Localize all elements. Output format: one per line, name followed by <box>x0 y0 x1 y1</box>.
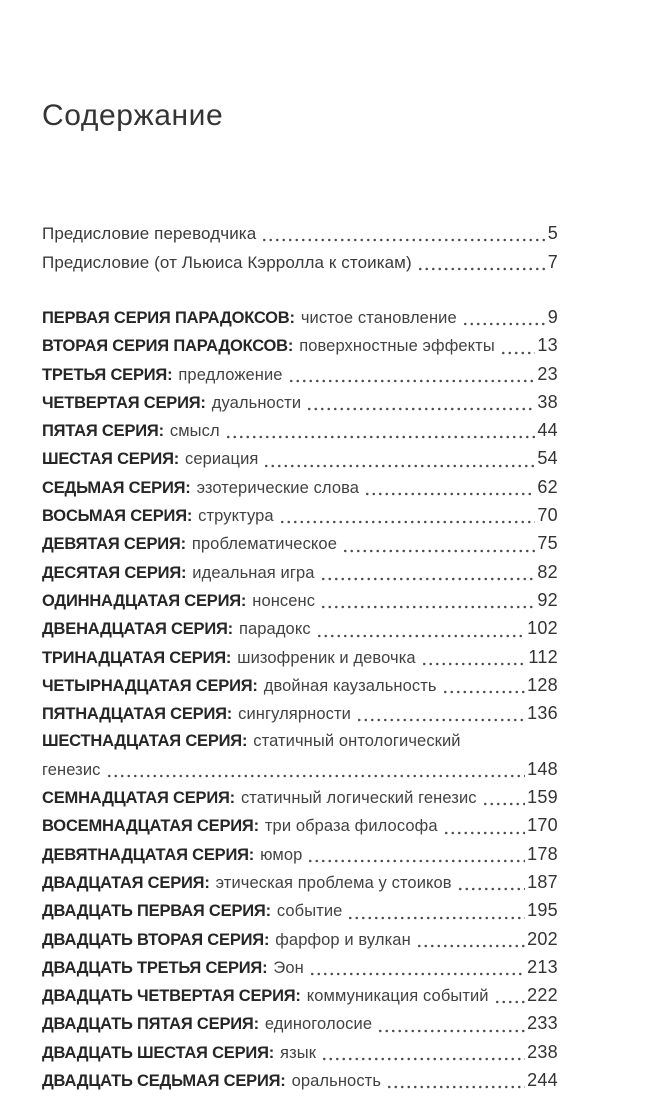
dot-leader <box>356 700 525 728</box>
toc-row <box>42 389 558 417</box>
dot-leader <box>321 1039 525 1067</box>
toc-row <box>42 954 558 982</box>
series-subtitle-wrap: генезис <box>42 760 101 779</box>
dot-leader <box>106 756 526 784</box>
series-subtitle: юмор <box>260 845 303 864</box>
toc-row <box>42 841 558 869</box>
series-label: ВОСЕМНАДЦАТАЯ СЕРИЯ: <box>42 817 259 836</box>
toc-row <box>42 1039 558 1067</box>
dot-leader <box>288 361 536 389</box>
toc-row <box>42 897 558 925</box>
series-subtitle: структура <box>198 507 274 526</box>
preface-row <box>42 248 558 277</box>
dot-leader <box>320 587 535 615</box>
series-label: ДВЕНАДЦАТАЯ СЕРИЯ: <box>42 620 233 639</box>
dot-leader <box>377 1010 525 1038</box>
series-subtitle: шизофреник и девочка <box>237 648 416 667</box>
page-number: 178 <box>527 843 558 864</box>
series-subtitle: этическая проблема у стоиков <box>215 873 452 892</box>
toc-row <box>42 672 558 700</box>
page-number: 233 <box>527 1013 558 1034</box>
toc-row <box>42 361 558 389</box>
toc-list <box>42 304 558 1095</box>
page-number: 222 <box>527 985 558 1006</box>
page-number: 148 <box>527 758 558 779</box>
series-label: ДВАДЦАТЬ ВТОРАЯ СЕРИЯ: <box>42 930 270 949</box>
series-subtitle: смысл <box>169 422 220 441</box>
dot-leader <box>364 474 535 502</box>
toc-row <box>42 700 558 728</box>
series-subtitle: коммуникация событий <box>306 987 489 1006</box>
page-number: 70 <box>537 505 558 526</box>
page-number: 38 <box>537 391 558 412</box>
series-subtitle: проблематическое <box>191 535 337 554</box>
page-number: 92 <box>537 589 558 610</box>
dot-leader <box>342 530 535 558</box>
page-number: 62 <box>537 476 558 497</box>
series-label: СЕМНАДЦАТАЯ СЕРИЯ: <box>42 789 235 808</box>
series-label: ДВАДЦАТЬ ПЯТАЯ СЕРИЯ: <box>42 1015 259 1034</box>
series-label: ПЯТАЯ СЕРИЯ: <box>42 422 164 441</box>
series-subtitle: нонсенс <box>252 591 316 610</box>
toc-row <box>42 644 558 672</box>
page-number: 82 <box>537 561 558 582</box>
toc-row <box>42 502 558 530</box>
page-number: 112 <box>528 646 558 667</box>
toc-row <box>42 332 558 360</box>
dot-leader <box>416 926 525 954</box>
series-label: ВТОРАЯ СЕРИЯ ПАРАДОКСОВ: <box>42 337 294 356</box>
series-label: ТРИНАДЦАТАЯ СЕРИЯ: <box>42 648 232 667</box>
series-label: ТРЕТЬЯ СЕРИЯ: <box>42 365 173 384</box>
preface-label: Предисловие переводчика <box>42 224 257 243</box>
dot-leader <box>306 389 535 417</box>
series-subtitle: поверхностные эффекты <box>299 337 495 356</box>
dot-leader <box>279 502 536 530</box>
series-label: ПЕРВАЯ СЕРИЯ ПАРАДОКСОВ: <box>42 309 295 327</box>
series-subtitle: событие <box>276 902 343 921</box>
dot-leader <box>482 784 525 812</box>
page-number: 159 <box>527 787 558 808</box>
page-number: 195 <box>527 900 558 921</box>
series-label: ДВАДЦАТАЯ СЕРИЯ: <box>42 873 210 892</box>
toc-row <box>42 304 558 332</box>
book-page <box>42 0 558 1095</box>
series-subtitle: идеальная игра <box>192 563 315 582</box>
series-subtitle: парадокс <box>238 620 311 639</box>
series-subtitle: сингулярности <box>238 705 351 724</box>
page-number: 187 <box>527 871 558 892</box>
toc-row <box>42 530 558 558</box>
toc-row <box>42 1067 558 1095</box>
toc-row <box>42 812 558 840</box>
dot-leader <box>225 417 536 445</box>
preface-row <box>42 219 558 248</box>
preface-label: Предисловие (от Льюиса Кэрролла к стоикам) <box>42 253 412 272</box>
page-number: 7 <box>547 252 558 272</box>
series-subtitle: Эон <box>273 958 304 977</box>
dot-leader <box>500 332 536 360</box>
dot-leader <box>261 219 545 248</box>
toc-row <box>42 982 558 1010</box>
toc-row-continuation <box>42 756 558 784</box>
series-label: ДВАДЦАТЬ ШЕСТАЯ СЕРИЯ: <box>42 1043 275 1062</box>
dot-leader <box>457 869 525 897</box>
series-label: ШЕСТНАДЦАТАЯ СЕРИЯ: <box>42 732 248 751</box>
dot-leader <box>320 559 536 587</box>
page-number: 136 <box>527 703 558 724</box>
series-label: ДВАДЦАТЬ ТРЕТЬЯ СЕРИЯ: <box>42 958 268 977</box>
toc-row <box>42 417 558 445</box>
series-subtitle: предложение <box>178 365 283 384</box>
page-title: Содержание <box>42 99 224 132</box>
series-label: ДЕВЯТАЯ СЕРИЯ: <box>42 535 186 554</box>
page-number: 9 <box>547 307 558 327</box>
series-subtitle: три образа философа <box>264 817 438 836</box>
page-number: 54 <box>537 448 558 469</box>
series-subtitle: эзотерические слова <box>196 478 360 497</box>
toc-row <box>42 587 558 615</box>
series-subtitle: язык <box>280 1043 317 1062</box>
page-number: 170 <box>527 815 558 836</box>
toc-row <box>42 1010 558 1038</box>
preface-list <box>42 219 558 277</box>
series-label: ЧЕТВЕРТАЯ СЕРИЯ: <box>42 393 206 412</box>
series-subtitle: фарфор и вулкан <box>275 930 411 949</box>
series-label: ПЯТНАДЦАТАЯ СЕРИЯ: <box>42 705 233 724</box>
series-label: ДВАДЦАТЬ ПЕРВАЯ СЕРИЯ: <box>42 902 271 921</box>
series-subtitle: дуальности <box>211 393 302 412</box>
page-number: 44 <box>537 420 558 441</box>
page-number: 128 <box>527 674 558 695</box>
page-number: 13 <box>537 335 558 356</box>
dot-leader <box>443 812 525 840</box>
toc-row <box>42 559 558 587</box>
series-subtitle: сериация <box>185 450 259 469</box>
dot-leader <box>347 897 525 925</box>
toc-row <box>42 784 558 812</box>
toc-row <box>42 869 558 897</box>
page-number: 102 <box>527 618 558 639</box>
page-number: 5 <box>547 223 558 243</box>
series-subtitle: статичный логический генезис <box>240 789 477 808</box>
page-number: 238 <box>527 1041 558 1062</box>
toc-row <box>42 474 558 502</box>
dot-leader <box>307 841 525 869</box>
dot-leader <box>263 445 535 473</box>
series-label: ОДИННАДЦАТАЯ СЕРИЯ: <box>42 591 247 610</box>
series-label: ДВАДЦАТЬ ЧЕТВЕРТАЯ СЕРИЯ: <box>42 987 301 1006</box>
dot-leader <box>316 615 525 643</box>
dot-leader <box>309 954 525 982</box>
series-subtitle: единоголосие <box>264 1015 373 1034</box>
page-number: 202 <box>527 928 558 949</box>
page-number: 213 <box>527 956 558 977</box>
dot-leader <box>462 304 546 332</box>
toc-row <box>42 615 558 643</box>
series-label: ДЕСЯТАЯ СЕРИЯ: <box>42 563 187 582</box>
toc-row <box>42 728 558 755</box>
page-number: 23 <box>537 363 558 384</box>
dot-leader <box>421 644 527 672</box>
toc-row <box>42 445 558 473</box>
series-label: ВОСЬМАЯ СЕРИЯ: <box>42 507 193 526</box>
series-label: ДВАДЦАТЬ СЕДЬМАЯ СЕРИЯ: <box>42 1072 286 1091</box>
series-subtitle: чистое становление <box>300 309 457 327</box>
series-label: ЧЕТЫРНАДЦАТАЯ СЕРИЯ: <box>42 676 258 695</box>
series-subtitle: оральность <box>291 1072 382 1091</box>
dot-leader <box>494 982 525 1010</box>
series-label: СЕДЬМАЯ СЕРИЯ: <box>42 478 191 497</box>
dot-leader <box>442 672 525 700</box>
series-label: ШЕСТАЯ СЕРИЯ: <box>42 450 180 469</box>
dot-leader <box>417 248 546 277</box>
series-subtitle: статичный онтологический <box>253 732 461 751</box>
toc-row <box>42 926 558 954</box>
page-number: 75 <box>537 533 558 554</box>
series-label: ДЕВЯТНАДЦАТАЯ СЕРИЯ: <box>42 845 255 864</box>
series-subtitle: двойная каузальность <box>263 676 437 695</box>
page-number: 244 <box>527 1070 558 1091</box>
dot-leader <box>386 1067 525 1095</box>
